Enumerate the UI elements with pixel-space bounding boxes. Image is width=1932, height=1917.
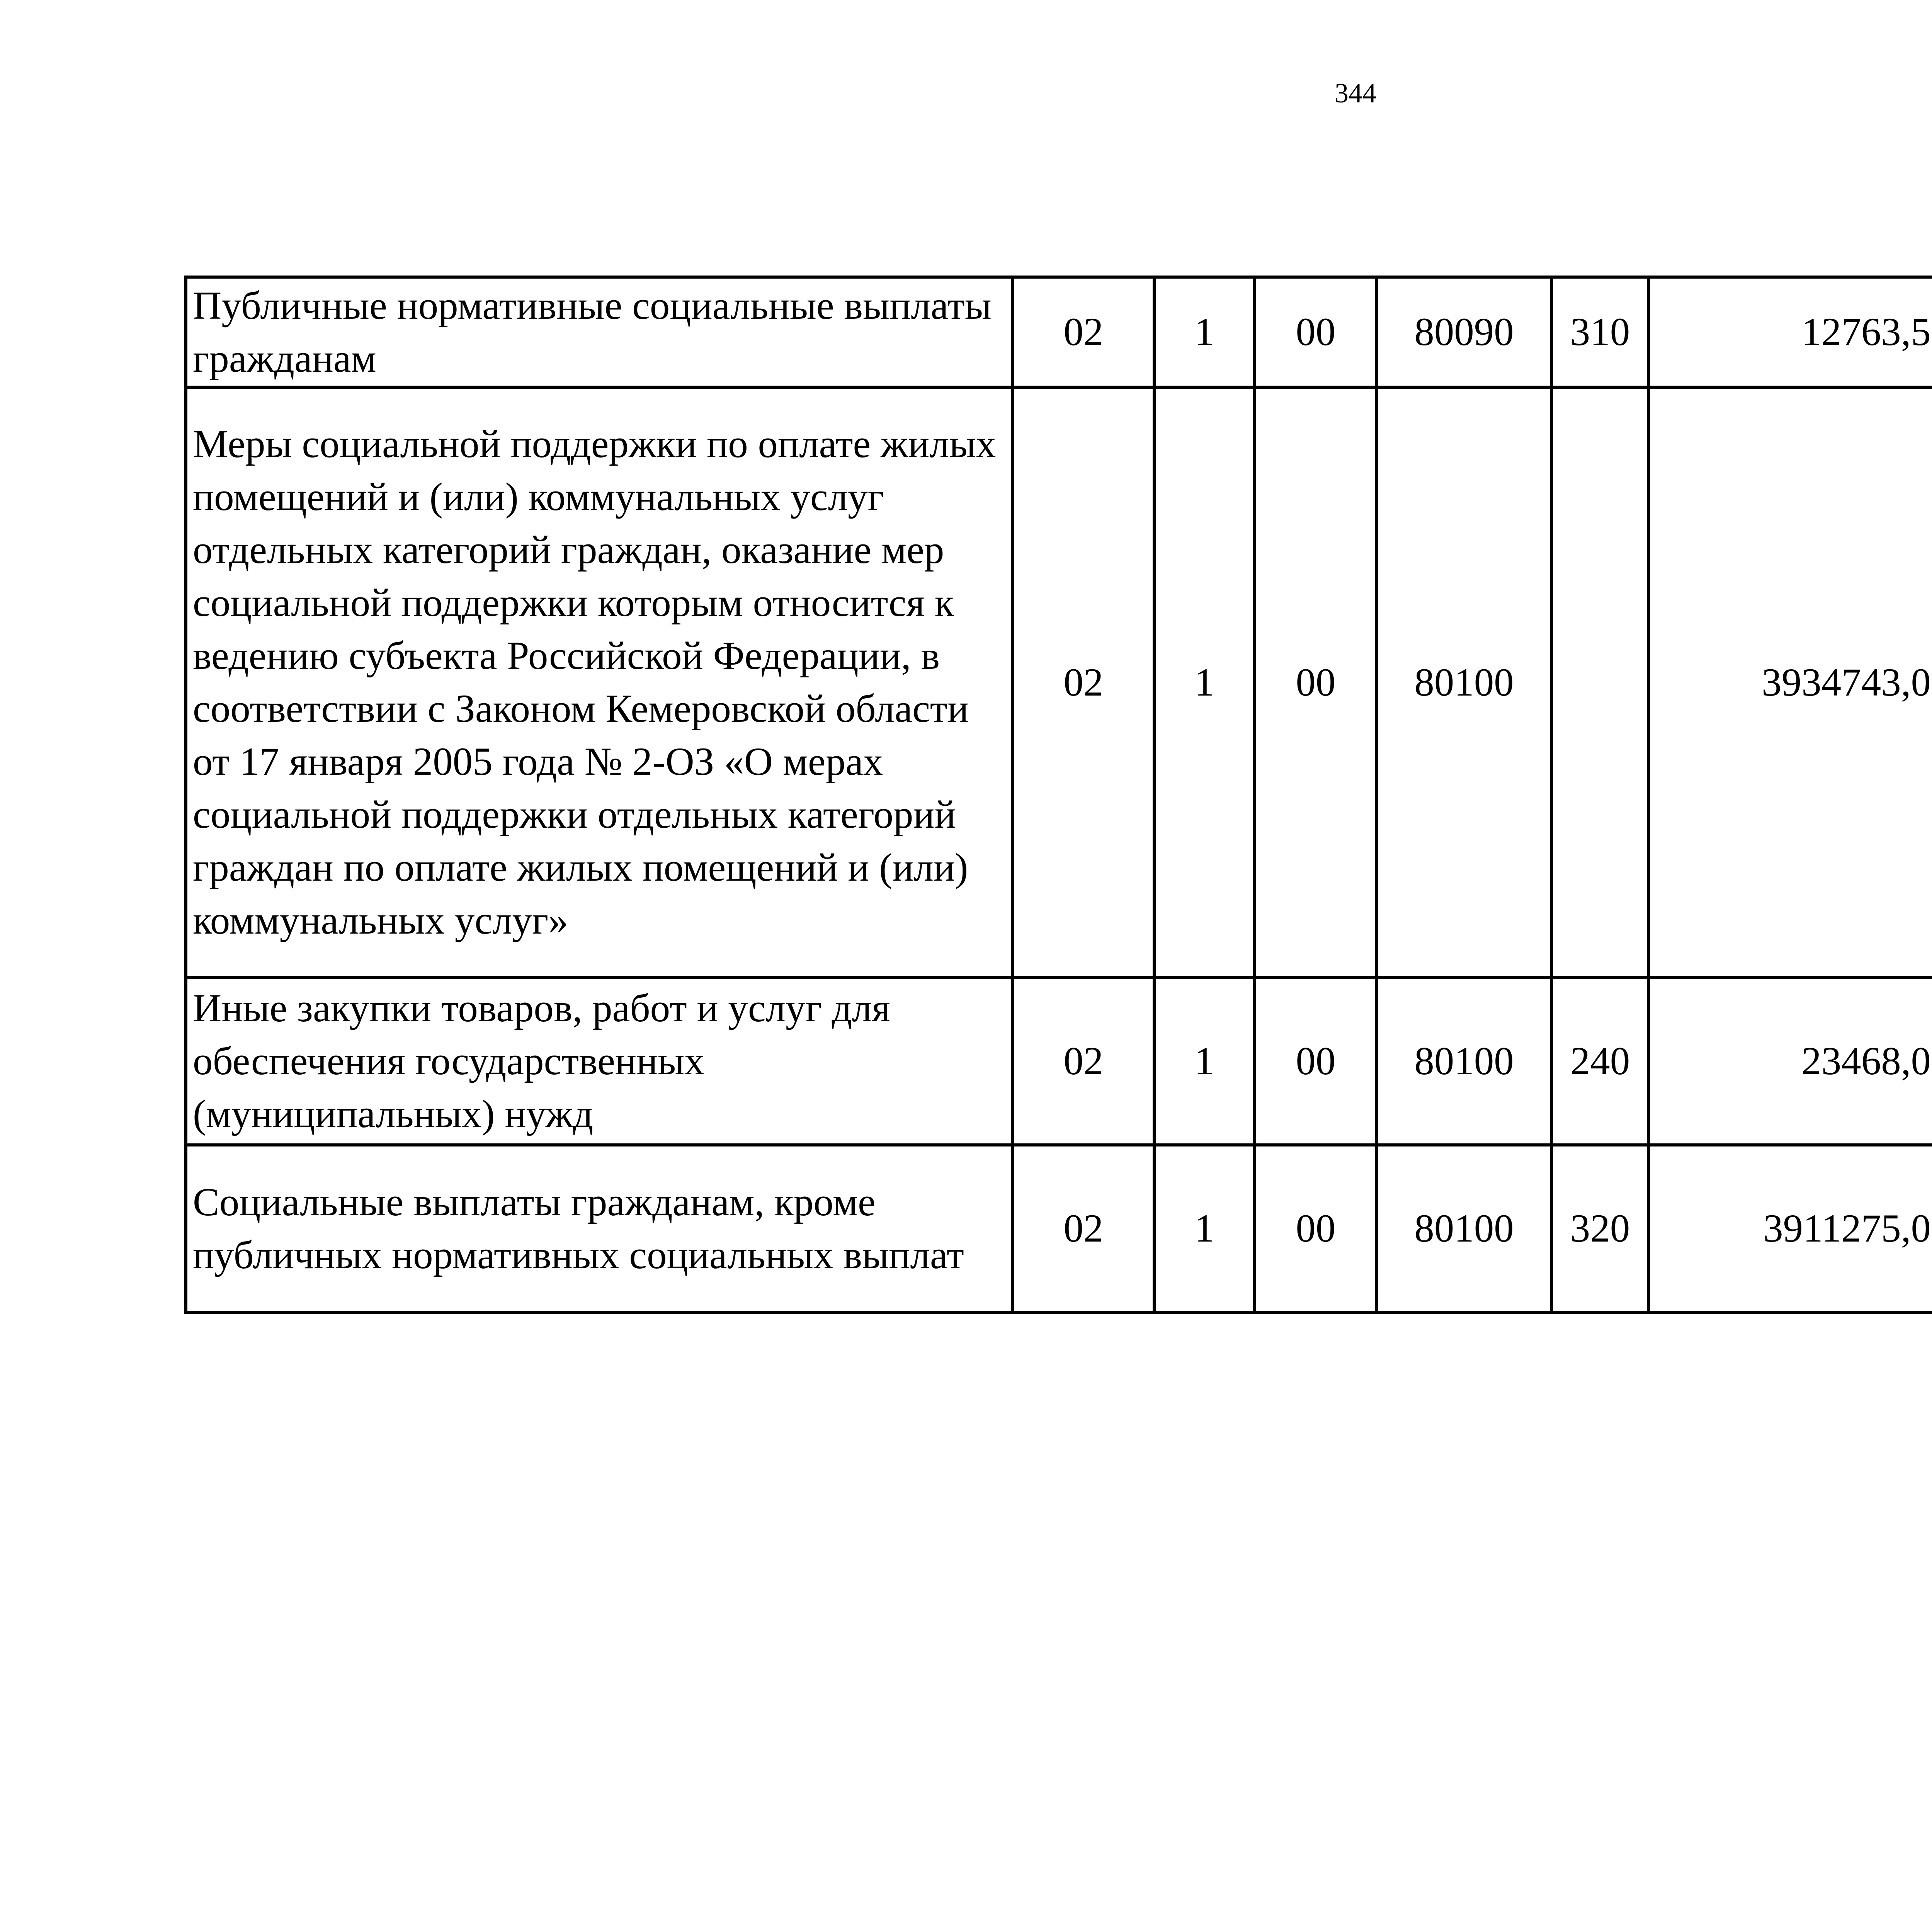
code-cell: 00: [1255, 978, 1377, 1145]
amount-1-cell: 3911275,0: [1649, 1145, 1932, 1312]
table-row: [186, 978, 1932, 1145]
direction-cell: 80100: [1377, 387, 1551, 978]
expense-type-cell: [1551, 387, 1649, 978]
row-name-cell: Иные закупки товаров, работ и услуг для обеспечения государственных (муниципальных) нужд: [186, 978, 1013, 1145]
subprogram-cell: 1: [1154, 1145, 1255, 1312]
direction-cell: 80100: [1377, 978, 1551, 1145]
amount-1-cell: 12763,5: [1649, 277, 1932, 387]
section-cell: 02: [1013, 978, 1154, 1145]
budget-table: [184, 276, 1932, 1314]
table-row: [186, 277, 1932, 387]
expense-type-cell: 240: [1551, 978, 1649, 1145]
page-number: 344: [1335, 78, 1376, 109]
row-name-cell: Социальные выплаты гражданам, кроме публичных нормативных социальных выплат: [186, 1145, 1013, 1312]
code-cell: 00: [1255, 387, 1377, 978]
subprogram-cell: 1: [1154, 978, 1255, 1145]
section-cell: 02: [1013, 1145, 1154, 1312]
expense-type-cell: 320: [1551, 1145, 1649, 1312]
direction-cell: 80090: [1377, 277, 1551, 387]
table-row: [186, 1145, 1932, 1312]
subprogram-cell: 1: [1154, 387, 1255, 978]
subprogram-cell: 1: [1154, 277, 1255, 387]
code-cell: 00: [1255, 1145, 1377, 1312]
row-name-cell: Публичные нормативные социальные выплаты гражданам: [186, 277, 1013, 387]
expense-type-cell: 310: [1551, 277, 1649, 387]
row-name-cell: Меры социальной поддержки по оплате жилых помещений и (или) коммунальных услуг отдельных категорий граждан, оказание мер социальной поддержки которым относится к ведению субъекта Российской Федерации, в соответствии с Законом Кемеровской области от 17 января 2005 года № 2-ОЗ «О мерах социальной поддержки отдельных категорий граждан по оплате жилых помещений и (или) коммунальных услуг»: [186, 387, 1013, 978]
code-cell: 00: [1255, 277, 1377, 387]
amount-1-cell: 23468,0: [1649, 978, 1932, 1145]
amount-1-cell: 3934743,0: [1649, 387, 1932, 978]
section-cell: 02: [1013, 277, 1154, 387]
section-cell: 02: [1013, 387, 1154, 978]
direction-cell: 80100: [1377, 1145, 1551, 1312]
table-row: [186, 387, 1932, 978]
